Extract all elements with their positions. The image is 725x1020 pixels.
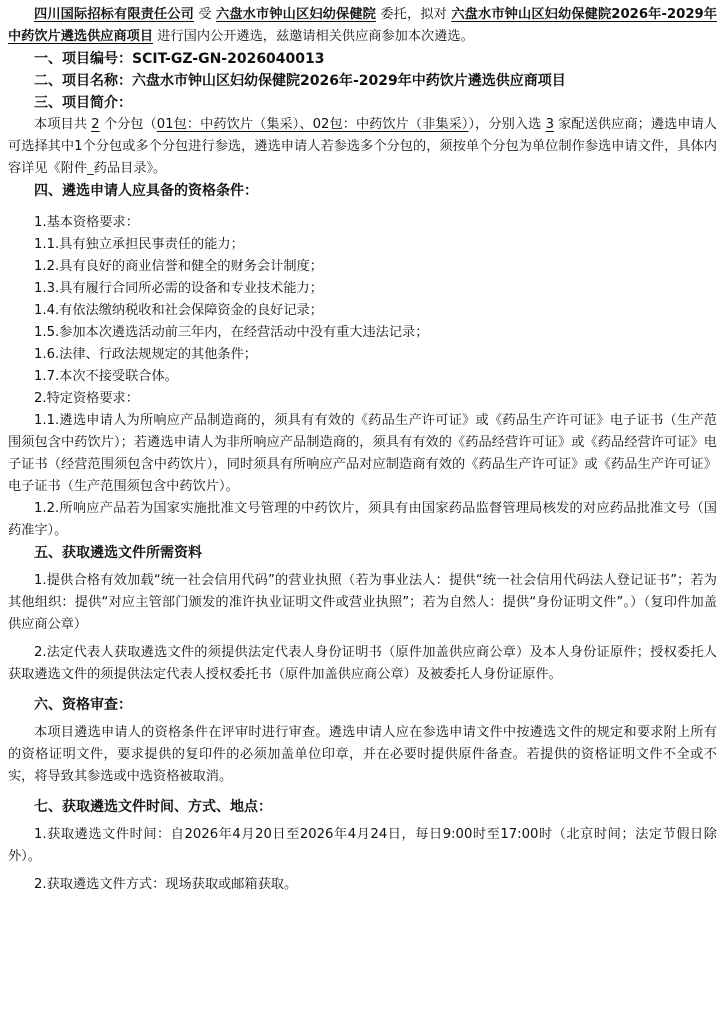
- package-list: 01包：中药饮片（集采）、02包：中药饮片（非集采）: [156, 117, 469, 132]
- documents-item: 1.提供合格有效加载“统一社会信用代码”的营业执照（若为事业法人：提供“统一社会信用代码法人登记证书”；若为其他组织：提供“对应主管部门颁发的准许执业证明文件或营业执照”；若为自然人：提供“身份证明文件”。）（复印件加盖供应商公章）: [8, 573, 717, 632]
- basic-requirement-item: 1.2.具有良好的商业信誉和健全的财务会计制度；: [34, 259, 323, 274]
- client-name: 六盘水市钟山区妇幼保健院: [216, 7, 376, 22]
- intro-text-2: 委托，拟对: [375, 7, 452, 22]
- intro-seg-c: ），分别入选: [468, 117, 546, 132]
- intro-text-3: 进行国内公开遴选，兹邀请相关供应商参加本次遴选。: [153, 29, 474, 44]
- basic-requirement-item: 1.4.有依法缴纳税收和社会保障资金的良好记录；: [34, 303, 323, 318]
- basic-requirement-item: 1.6.法律、行政法规规定的其他条件；: [34, 347, 257, 362]
- project-number-value: SCIT-GZ-GN-2026040013: [132, 51, 325, 67]
- project-name-inline: 六盘水市钟山区妇幼保健院2026年-2029年中药饮片遴选供应商项目: [8, 7, 717, 44]
- documents-item: 2.法定代表人获取遴选文件的须提供法定代表人身份证明书（原件加盖供应商公章）及本人身份证原件；授权委托人获取遴选文件的须提供法定代表人授权委托书（原件加盖供应商公章）及被委托人身份证原件。: [8, 645, 717, 682]
- intro-seg-d: 家配送供应商；遴选申请人可选择其中1个分包或多个分包进行参选，遴选申请人若参选多个分包的，须按单个分包为单位制作参选申请文件，具体内容详见《附件_药品目录》。: [8, 117, 717, 176]
- project-intro-text: [8, 114, 717, 180]
- section-qualifications-heading: 四、遴选申请人应具备的资格条件：: [34, 183, 258, 199]
- section-documents-heading: 五、获取遴选文件所需资料: [34, 545, 202, 561]
- intro-seg-b: 个分包（: [99, 117, 157, 132]
- basic-requirement-item: 1.7.本次不接受联合体。: [34, 369, 178, 384]
- basic-requirement-item: 1.3.具有履行合同所必需的设备和专业技术能力；: [34, 281, 323, 296]
- project-number-label: 一、项目编号：: [34, 51, 132, 67]
- section-project-number: [8, 48, 717, 70]
- project-name-label: 二、项目名称：: [34, 73, 132, 89]
- package-count: 2: [91, 117, 100, 132]
- acquisition-time: 1.获取遴选文件时间：自2026年4月20日至2026年4月24日，每日9:00时至17:00时（北京时间；法定节假日除外）。: [8, 827, 717, 864]
- intro-text-1: 受: [193, 7, 216, 22]
- special-requirement-item: 1.1.遴选申请人为所响应产品制造商的，须具有有效的《药品生产许可证》或《药品生产许可证》电子证书（生产范围须包含中药饮片）；若遴选申请人为非所响应产品制造商的，须具有有效的《药品经营许可证》或《药品经营许可证》电子证书（经营范围须包含中药饮片），同时须具有所响应产品对应制造商有效的《药品生产许可证》或《药品生产许可证》电子证书（生产范围须包含中药饮片）。: [8, 413, 717, 494]
- special-requirement-item: 1.2.所响应产品若为国家实施批准文号管理的中药饮片，须具有由国家药品监督管理局核发的对应药品批准文号（国药准字）。: [8, 501, 717, 538]
- intro-paragraph: [8, 4, 717, 48]
- section-project-intro-heading: 三、项目简介：: [34, 95, 132, 111]
- basic-requirement-item: 1.1.具有独立承担民事责任的能力；: [34, 237, 244, 252]
- section-acquisition-heading: 七、获取遴选文件时间、方式、地点：: [34, 799, 272, 815]
- section-review-heading: 六、资格审查：: [34, 697, 132, 713]
- special-requirements-title: 2.特定资格要求：: [34, 391, 139, 406]
- basic-requirements-title: 1.基本资格要求：: [34, 215, 139, 230]
- basic-requirement-item: 1.5.参加本次遴选活动前三年内，在经营活动中没有重大违法记录；: [34, 325, 429, 340]
- review-text: 本项目遴选申请人的资格条件在评审时进行审查。遴选申请人应在参选申请文件中按遴选文件的规定和要求附上所有的资格证明文件，要求提供的复印件的必须加盖单位印章，并在必要时提供原件备查。若提供的资格证明文件不全或不实，将导致其参选或中选资格被取消。: [8, 725, 717, 784]
- selected-count: 3: [545, 117, 554, 132]
- intro-seg-a: 本项目共: [34, 117, 92, 132]
- agency-name: 四川国际招标有限责任公司: [34, 7, 194, 22]
- project-name-value: 六盘水市钟山区妇幼保健院2026年-2029年中药饮片遴选供应商项目: [132, 73, 566, 89]
- section-project-name: [8, 70, 717, 92]
- acquisition-method: 2.获取遴选文件方式：现场获取或邮箱获取。: [34, 877, 298, 892]
